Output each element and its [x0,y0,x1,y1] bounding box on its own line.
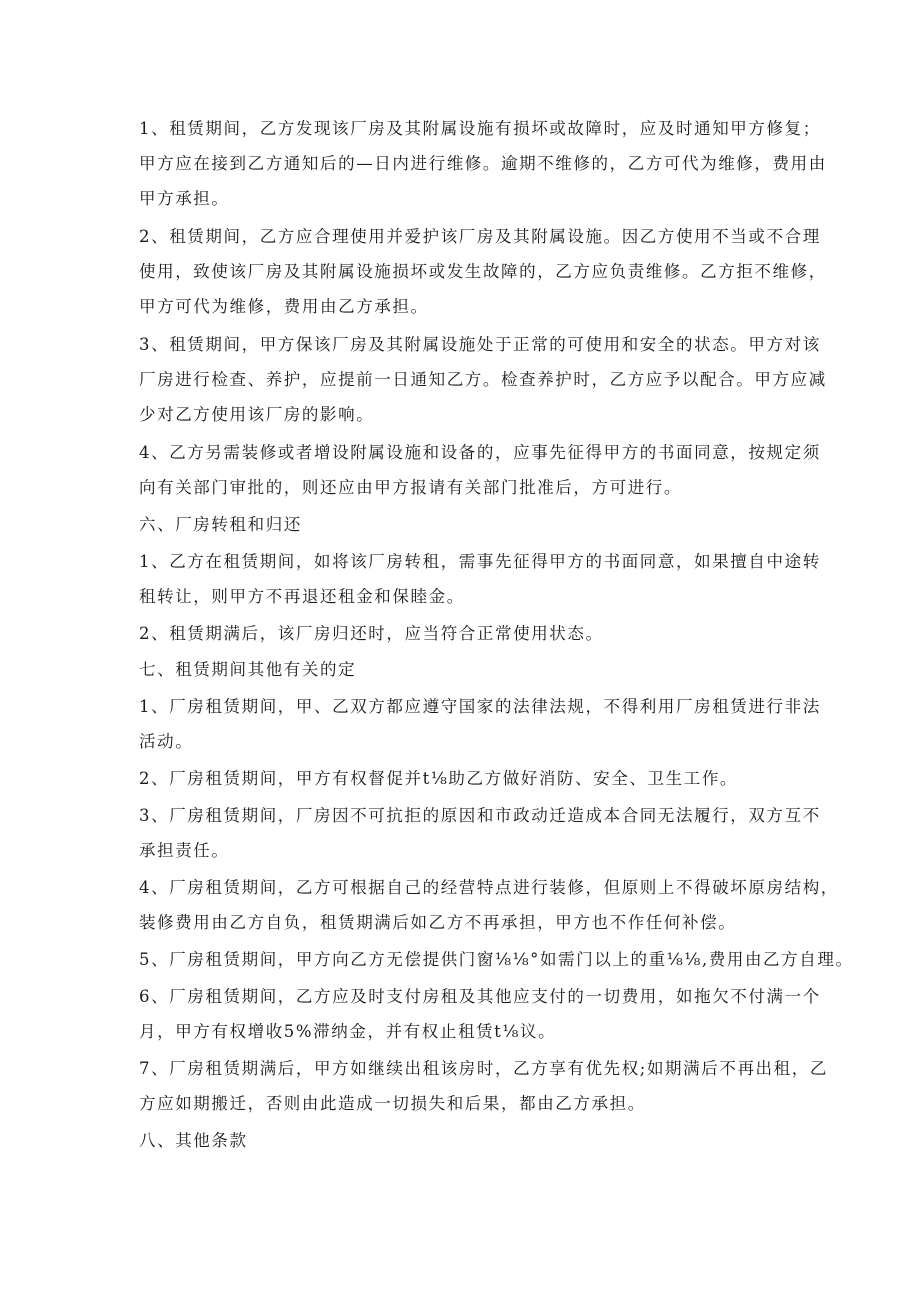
clause-7-3-line-2: 承担责任。 [139,841,230,860]
section-8-heading: 八、其他条款 [139,1131,248,1150]
clause-5-4-line-1: 4、乙方另需装修或者增设附属设施和设备的，应事先征得甲方的书面同意，按规定须 [139,443,821,462]
clause-5-2-line-3: 甲方可代为维修，费用由乙方承担。 [139,297,429,316]
clause-5-2-line-1: 2、租赁期间，乙方应合理使用并爱护该厂房及其附属设施。因乙方使用不当或不合理 [139,227,821,246]
clause-6-1-line-1: 1、乙方在租赁期间，如将该厂房转租，需事先征得甲方的书面同意，如果擅自中途转 [139,552,821,571]
clause-5-1-line-3: 甲方承担。 [139,189,230,208]
clause-5-3-line-2: 厂房进行检查、养护，应提前一日通知乙方。检查养护时，乙方应予以配合。甲方应减 [139,370,827,389]
clause-6-1-line-2: 租转让，则甲方不再退还租金和保睦金。 [139,587,465,606]
clause-5-1-line-1: 1、租赁期间，乙方发现该厂房及其附属设施有损坏或故障时，应及时通知甲方修复； [139,119,821,138]
clause-7-2-line-1: 2、厂房租赁期间，甲方有权督促并t⅛助乙方做好消防、安全、卫生工作。 [139,769,739,788]
clause-7-7-line-1: 7、厂房租赁期满后，甲方如继续出租该房时，乙方享有优先权;如期满后不再出租，乙 [139,1059,828,1078]
clause-5-3-line-1: 3、租赁期间，甲方保该厂房及其附属设施处于正常的可使用和安全的状态。甲方对该 [139,335,821,354]
clause-5-3-line-3: 少对乙方使用该厂房的影响。 [139,405,375,424]
clause-6-2-line-1: 2、租赁期满后，该厂房归还时，应当符合正常使用状态。 [139,624,604,643]
clause-7-1-line-2: 活动。 [139,732,194,751]
section-6-heading: 六、厂房转租和归还 [139,515,302,534]
clause-7-5-line-1: 5、厂房租赁期间，甲方向乙方无偿提供门窗⅛⅛°如需门以上的重⅛⅛,费用由乙方自理。 [139,950,854,969]
clause-7-6-line-2: 月，甲方有权增收5%滞纳金，并有权止租赁t⅛议。 [139,1022,557,1041]
clause-5-2-line-2: 使用，致使该厂房及其附属设施损坏或发生故障的，乙方应负责维修。乙方拒不维修， [139,262,827,281]
clause-7-4-line-1: 4、厂房租赁期间，乙方可根据自己的经营特点进行装修，但原则上不得破坏原房结构， [139,878,839,897]
clause-7-7-line-2: 方应如期搬迁，否则由此造成一切损失和后果，都由乙方承担。 [139,1094,646,1113]
section-7-heading: 七、租赁期间其他有关的定 [139,660,357,679]
clause-5-1-line-2: 甲方应在接到乙方通知后的—日内进行维修。逾期不维修的，乙方可代为维修，费用由 [139,154,827,173]
clause-7-3-line-1: 3、厂房租赁期间，厂房因不可抗拒的原因和市政动迁造成本合同无法履行，双方互不 [139,806,821,825]
clause-7-4-line-2: 装修费用由乙方自负，租赁期满后如乙方不再承担，甲方也不作任何补偿。 [139,913,737,932]
clause-5-4-line-2: 向有关部门审批的，则还应由甲方报请有关部门批准后，方可进行。 [139,478,682,497]
clause-7-1-line-1: 1、厂房租赁期间，甲、乙双方都应遵守国家的法律法规，不得利用厂房租赁进行非法 [139,697,821,716]
clause-7-6-line-1: 6、厂房租赁期间，乙方应及时支付房租及其他应支付的一切费用，如拖欠不付满一个 [139,987,821,1006]
